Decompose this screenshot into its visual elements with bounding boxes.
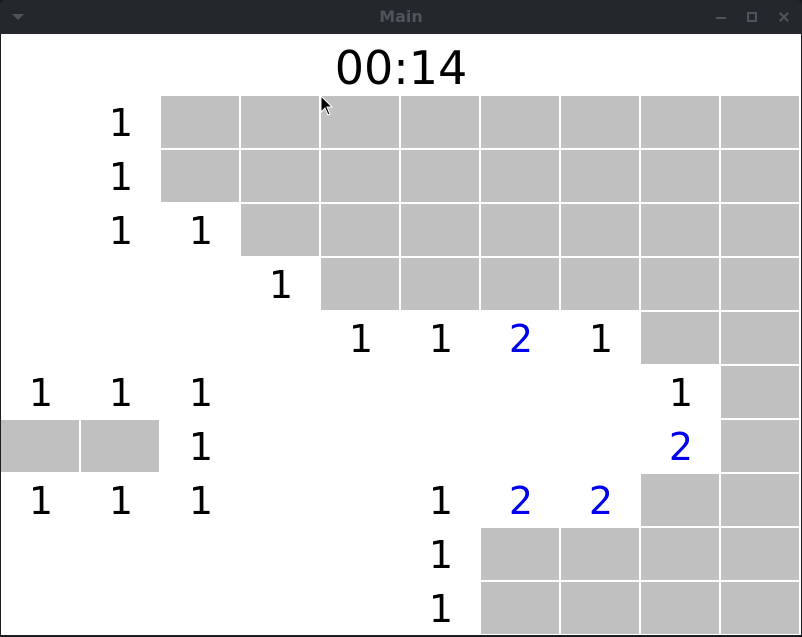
number-cell: 1: [188, 209, 214, 253]
number-cell: 2: [508, 317, 534, 361]
hidden-cell[interactable]: [561, 96, 641, 150]
revealed-cell: [321, 474, 401, 528]
revealed-cell: [241, 366, 321, 420]
hidden-cell[interactable]: [401, 96, 481, 150]
hidden-cell[interactable]: [721, 312, 801, 366]
number-cell: 1: [428, 317, 454, 361]
revealed-cell: [321, 366, 401, 420]
revealed-cell: [1, 528, 81, 582]
revealed-cell: [241, 420, 321, 474]
revealed-cell: [1, 96, 81, 150]
hidden-cell[interactable]: [721, 258, 801, 312]
hidden-cell[interactable]: [241, 96, 321, 150]
revealed-cell: [241, 582, 321, 635]
hidden-cell[interactable]: [641, 150, 721, 204]
hidden-cell[interactable]: [561, 204, 641, 258]
hidden-cell[interactable]: [641, 96, 721, 150]
hidden-cell[interactable]: [481, 204, 561, 258]
hidden-cell[interactable]: [721, 96, 801, 150]
hidden-cell[interactable]: [161, 96, 241, 150]
hidden-cell[interactable]: [241, 150, 321, 204]
number-cell: 1: [428, 587, 454, 631]
revealed-cell: [1, 258, 81, 312]
revealed-cell: [321, 420, 401, 474]
number-cell: 1: [28, 479, 54, 523]
hidden-cell[interactable]: [321, 150, 401, 204]
hidden-cell[interactable]: [641, 582, 721, 635]
revealed-cell: [561, 366, 641, 420]
number-cell: 1: [428, 533, 454, 577]
revealed-cell: [161, 528, 241, 582]
hidden-cell[interactable]: [481, 96, 561, 150]
hidden-cell[interactable]: [241, 204, 321, 258]
number-cell: 1: [28, 371, 54, 415]
number-cell: 1: [188, 371, 214, 415]
revealed-cell: [241, 474, 321, 528]
hidden-cell[interactable]: [561, 150, 641, 204]
hidden-cell[interactable]: [481, 258, 561, 312]
hidden-cell[interactable]: [401, 150, 481, 204]
hidden-cell[interactable]: [561, 258, 641, 312]
hidden-cell[interactable]: [481, 582, 561, 635]
maximize-icon[interactable]: [744, 9, 760, 25]
hidden-cell[interactable]: [561, 528, 641, 582]
hidden-cell[interactable]: [721, 366, 801, 420]
revealed-cell: [241, 312, 321, 366]
hidden-cell[interactable]: [641, 528, 721, 582]
hidden-cell[interactable]: [401, 258, 481, 312]
hidden-cell[interactable]: [641, 204, 721, 258]
revealed-cell: [401, 420, 481, 474]
revealed-cell: [481, 366, 561, 420]
hidden-cell[interactable]: [561, 582, 641, 635]
revealed-cell: [321, 528, 401, 582]
revealed-cell: [161, 582, 241, 635]
hidden-cell[interactable]: [721, 204, 801, 258]
revealed-cell: [321, 582, 401, 635]
hidden-cell[interactable]: [401, 204, 481, 258]
close-icon[interactable]: [776, 9, 792, 25]
revealed-cell: [81, 582, 161, 635]
number-cell: 1: [108, 479, 134, 523]
number-cell: 1: [108, 155, 134, 199]
revealed-cell: [81, 528, 161, 582]
revealed-cell: [481, 420, 561, 474]
minimize-icon[interactable]: [713, 9, 729, 25]
hidden-cell[interactable]: [721, 150, 801, 204]
number-cell: 1: [348, 317, 374, 361]
number-cell: 1: [668, 371, 694, 415]
revealed-cell: [161, 258, 241, 312]
hidden-cell[interactable]: [321, 204, 401, 258]
title-bar[interactable]: [0, 0, 802, 34]
number-cell: 1: [108, 101, 134, 145]
number-cell: 2: [588, 479, 614, 523]
revealed-cell: [81, 312, 161, 366]
revealed-cell: [561, 420, 641, 474]
hidden-cell[interactable]: [81, 420, 161, 474]
number-cell: 1: [428, 479, 454, 523]
game-window: [1, 34, 801, 635]
number-cell: 1: [588, 317, 614, 361]
number-cell: 2: [508, 479, 534, 523]
revealed-cell: [1, 150, 81, 204]
hidden-cell[interactable]: [721, 420, 801, 474]
hidden-cell[interactable]: [161, 150, 241, 204]
number-cell: 1: [108, 371, 134, 415]
hidden-cell[interactable]: [481, 150, 561, 204]
revealed-cell: [161, 312, 241, 366]
hidden-cell[interactable]: [641, 312, 721, 366]
hidden-cell[interactable]: [321, 258, 401, 312]
number-cell: 1: [108, 209, 134, 253]
hidden-cell[interactable]: [721, 582, 801, 635]
number-cell: 1: [188, 425, 214, 469]
revealed-cell: [1, 204, 81, 258]
number-cell: 1: [188, 479, 214, 523]
number-cell: 2: [668, 425, 694, 469]
revealed-cell: [1, 312, 81, 366]
revealed-cell: [401, 366, 481, 420]
hidden-cell[interactable]: [1, 420, 81, 474]
timer-display: 00:14: [334, 41, 468, 95]
hidden-cell[interactable]: [721, 474, 801, 528]
hidden-cell[interactable]: [721, 528, 801, 582]
hidden-cell[interactable]: [641, 474, 721, 528]
revealed-cell: [81, 258, 161, 312]
mouse-pointer-icon: [320, 95, 334, 117]
window-title: Main: [379, 7, 423, 26]
revealed-cell: [241, 528, 321, 582]
hidden-cell[interactable]: [641, 258, 721, 312]
number-cell: 1: [268, 263, 294, 307]
revealed-cell: [1, 582, 81, 635]
hidden-cell[interactable]: [481, 528, 561, 582]
